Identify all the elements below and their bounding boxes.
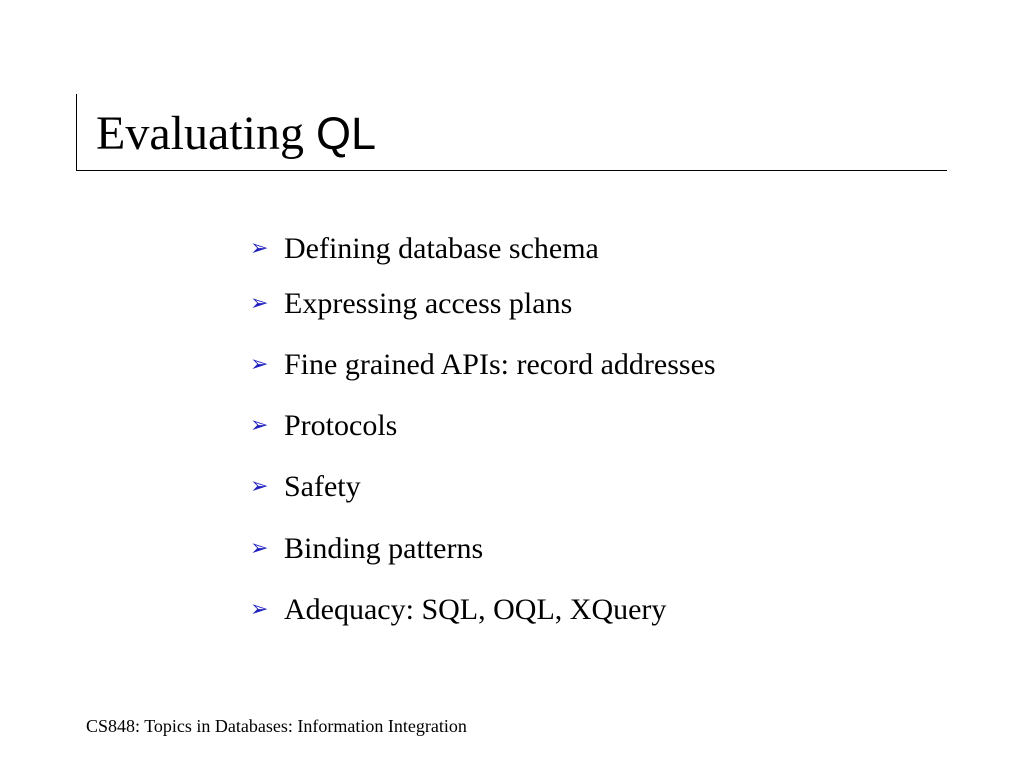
arrow-bullet-icon: ➢: [250, 352, 269, 377]
bullet-text: Fine grained APIs: record addresses: [284, 348, 716, 381]
bullet-text: Expressing access plans: [284, 287, 573, 320]
slide-title-main: Evaluating: [96, 107, 316, 160]
bullet-item: [250, 467, 361, 507]
bullet-item: [250, 345, 716, 385]
bullet-text: Binding patterns: [284, 532, 484, 565]
bullet-item: [250, 284, 572, 324]
slide-footer: CS848: Topics in Databases: Information Integration: [86, 716, 467, 736]
arrow-bullet-icon: ➢: [250, 597, 269, 622]
arrow-bullet-icon: ➢: [250, 413, 269, 438]
bullet-item: [250, 529, 483, 569]
slide-title-ql: QL: [315, 108, 376, 159]
title-vertical-rule: [76, 94, 77, 171]
arrow-bullet-icon: ➢: [250, 291, 269, 316]
bullet-list: [250, 0, 950, 768]
bullet-item: [250, 229, 599, 269]
bullet-item: [250, 590, 666, 630]
bullet-text: Protocols: [284, 409, 398, 442]
bullet-text: Safety: [284, 470, 361, 503]
bullet-item: [250, 406, 397, 446]
bullet-text: Defining database schema: [284, 232, 599, 265]
arrow-bullet-icon: ➢: [250, 536, 269, 561]
arrow-bullet-icon: ➢: [250, 474, 269, 499]
bullet-text: Adequacy: SQL, OQL, XQuery: [284, 593, 667, 626]
arrow-bullet-icon: ➢: [250, 236, 269, 261]
